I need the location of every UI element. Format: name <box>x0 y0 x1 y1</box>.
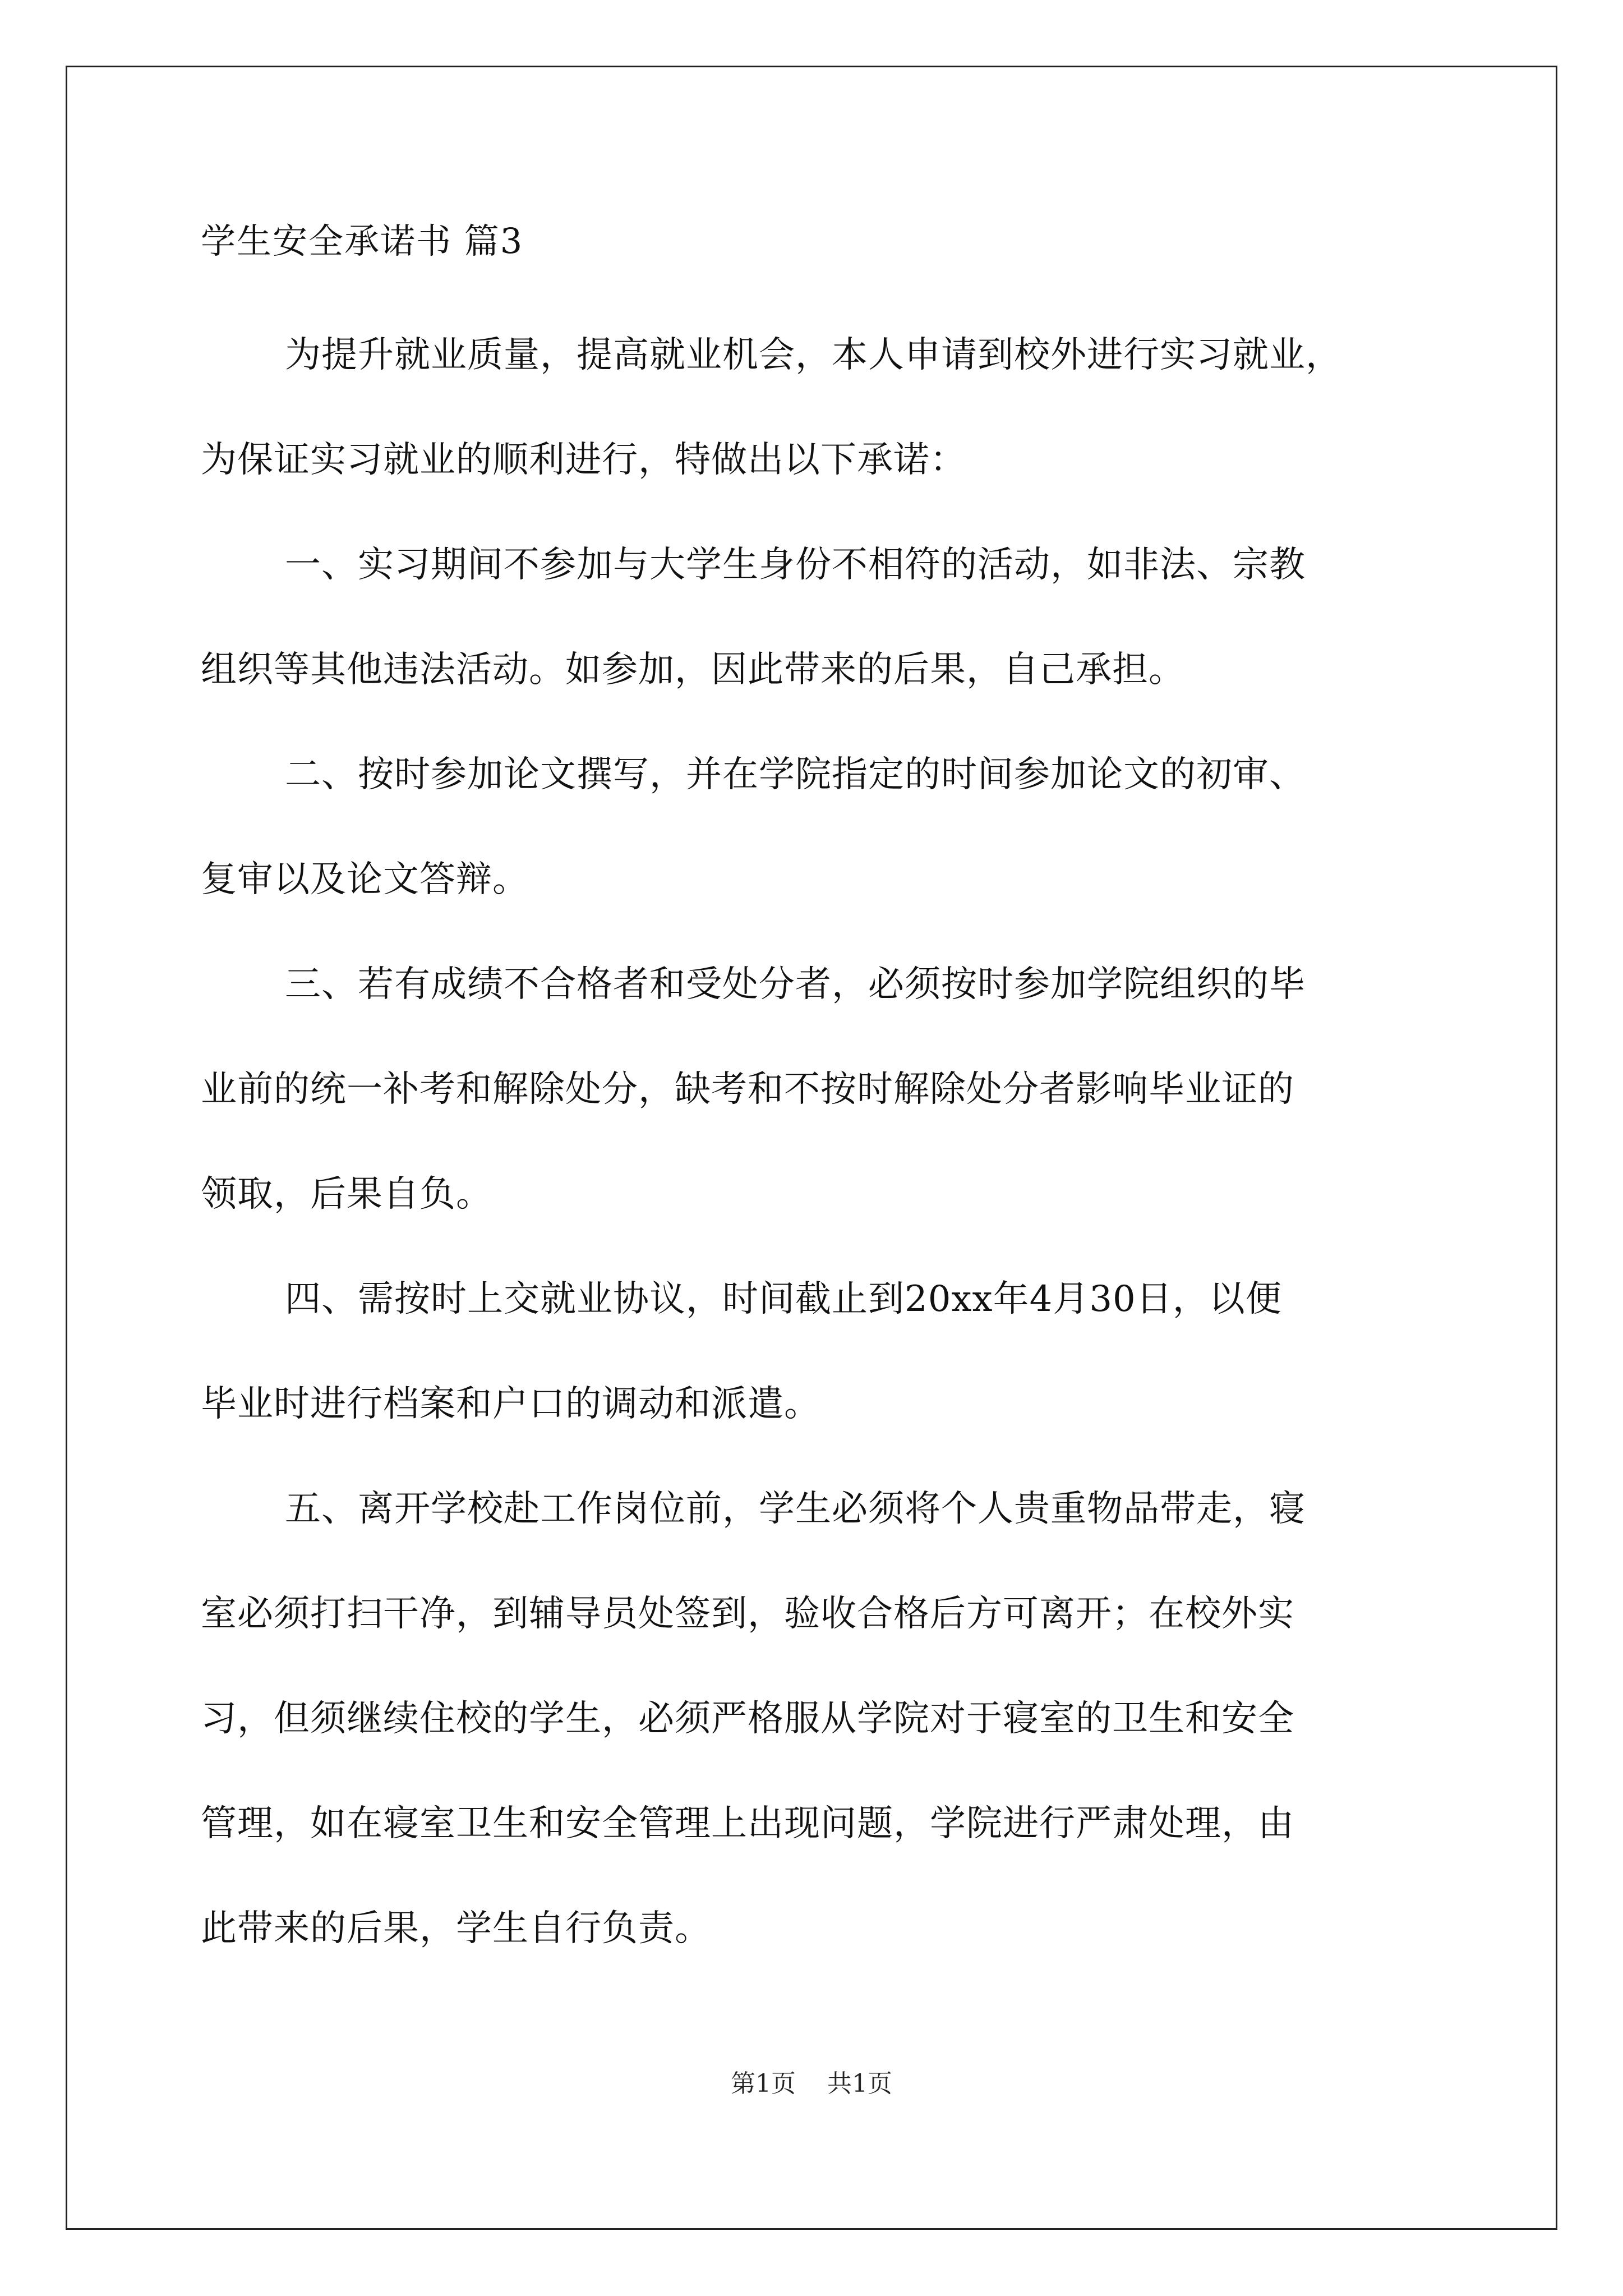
paragraph-line: 室必须打扫干净，到辅导员处签到，验收合格后方可离开；在校外实 <box>201 1593 1294 1635</box>
paragraph-line: 毕业时进行档案和户口的调动和派遣。 <box>201 1383 820 1425</box>
paragraph-line: 二、按时参加论文撰写，并在学院指定的时间参加论文的初审、 <box>285 754 1306 795</box>
paragraph-item-3 <box>201 932 1429 1247</box>
paragraph-line: 为提升就业质量，提高就业机会，本人申请到校外进行实习就业， <box>285 334 1342 376</box>
document-body <box>201 213 1429 1981</box>
paragraph-item-4 <box>201 1247 1429 1457</box>
paragraph-intro <box>201 303 1429 513</box>
paragraph-line: 组织等其他违法活动。如参加，因此带来的后果，自己承担。 <box>201 649 1185 691</box>
page-total-label: 共1页 <box>827 2069 892 2098</box>
paragraph-line: 业前的统一补考和解除处分，缺考和不按时解除处分者影响毕业证的 <box>201 1069 1294 1110</box>
paragraph-item-2 <box>201 723 1429 932</box>
paragraph-line: 管理，如在寝室卫生和安全管理上出现问题，学院进行严肃处理，由 <box>201 1803 1294 1844</box>
paragraph-line: 一、实习期间不参加与大学生身份不相符的活动，如非法、宗教 <box>285 544 1306 586</box>
paragraph-line: 四、需按时上交就业协议，时间截止到20xx年4月30日，以便 <box>285 1278 1282 1320</box>
paragraph-item-5 <box>201 1457 1429 1981</box>
paragraph-line: 为保证实习就业的顺利进行，特做出以下承诺： <box>201 439 966 481</box>
paragraph-line: 领取，后果自负。 <box>201 1174 492 1215</box>
paragraph-line: 此带来的后果，学生自行负责。 <box>201 1908 711 1949</box>
paragraph-line: 习，但须继续住校的学生，必须严格服从学院对于寝室的卫生和安全 <box>201 1698 1294 1740</box>
page-number-label: 第1页 <box>731 2069 796 2098</box>
paragraph-line: 复审以及论文答辩。 <box>201 859 529 900</box>
paragraph-line: 三、若有成绩不合格者和受处分者，必须按时参加学院组织的毕 <box>285 964 1306 1005</box>
paragraph-line: 五、离开学校赴工作岗位前，学生必须将个人贵重物品带走，寝 <box>285 1488 1306 1530</box>
page-footer <box>0 2067 1623 2101</box>
paragraph-item-1 <box>201 513 1429 723</box>
document-title: 学生安全承诺书 篇3 <box>201 220 524 261</box>
